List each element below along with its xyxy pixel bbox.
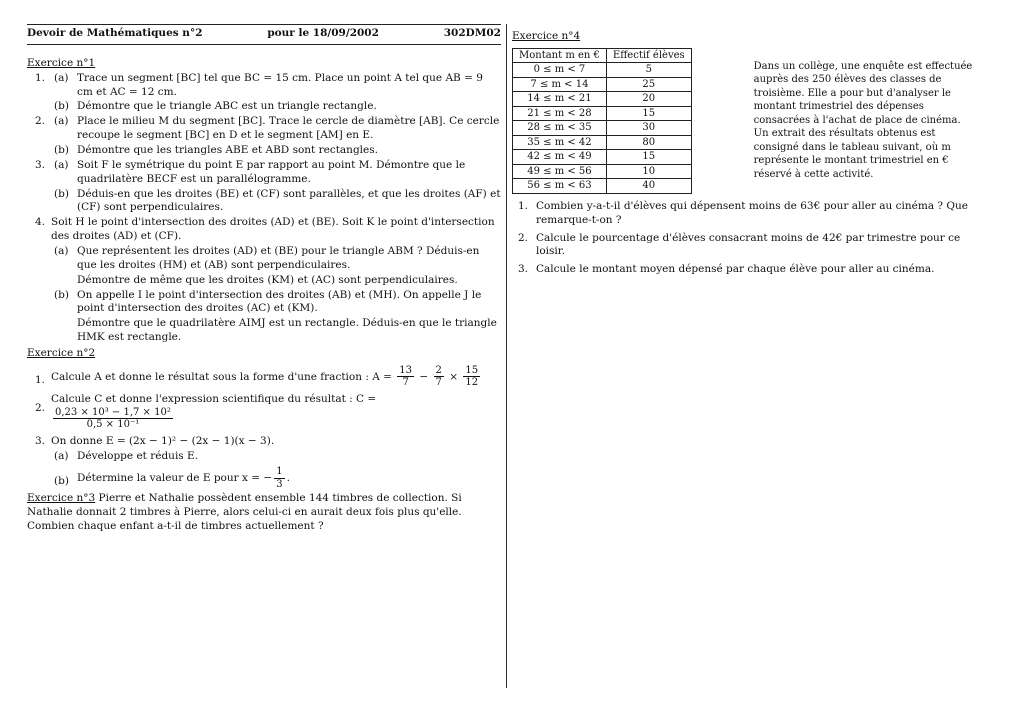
ex4-question-3: 3. Calcule le montant moyen dépensé par chaque élève pour aller au cinéma.: [518, 263, 935, 276]
table-row: [513, 77, 692, 92]
table-cell-montant: 7 ≤ m < 14: [513, 77, 607, 92]
table-cell-montant: 28 ≤ m < 35: [513, 121, 607, 136]
table-cell-montant: 21 ≤ m < 28: [513, 106, 607, 121]
due-date: pour le 18/09/2002: [267, 27, 379, 39]
ex1-q3b: (b) Déduis-en que les droites (BE) et (CF) sont parallèles, et que les droites (AF) et (CF) sont perpendiculaires.: [54, 187, 501, 214]
exercise-4-questions: [512, 200, 986, 277]
table-cell-effectif: 20: [606, 92, 691, 107]
ex2-q1: 1. Calcule A et donne le résultat sous la forme d'une fraction : A = $\frac{13}{7}$ − $\frac{2}{7}$ × $\frac{15}{12}$: [35, 364, 479, 389]
ex1-item-4: 4. Soit H le point d'intersection des droites (AD) et (BE). Soit K le point d'intersection des droites (AD) et (CF). (a) Que représentent les droites (AD) et (BE) pour le triangle ABM ? Déduis-en que les droites (HM) et (AB) sont perpendiculaires. Démontre de même que les droites (KM) et (AC) sont perpendiculaires. (b) On appelle I le point d'intersection des droites (AB) et (MH). On appelle J le point d'intersection des droites (AC) et (KM). Démontre que le quadrilatère AIMJ est un rectangle. Déduis-en que le triangle HMK est rectangle.: [27, 216, 501, 345]
ex1-q1b: (b) Démontre que le triangle ABC est un triangle rectangle.: [54, 100, 377, 113]
document-header: [27, 25, 501, 44]
ex2-q2: 2. Calcule C et donne l'expression scientifique du résultat : C = $\frac{\text{0,23 × 10³ − 1,7 × 10²}}{\text{0,5 × 10⁻¹}}$: [35, 392, 377, 431]
fraction-1-3: $\frac{1}{3}$: [276, 466, 283, 490]
ex1-q4b: (b) On appelle I le point d'intersection des droites (AB) et (MH). On appelle J le point d'intersection des droites (AC) et (KM).: [54, 288, 482, 315]
column-divider: [506, 24, 507, 688]
table-header-montant: Montant m en €: [513, 48, 607, 63]
ex1-q4b-cont: Démontre que le quadrilatère AIMJ est un rectangle. Déduis-en que le triangle HMK est rectangle.: [77, 317, 497, 344]
table-cell-montant: 0 ≤ m < 7: [513, 63, 607, 78]
table-cell-montant: 42 ≤ m < 49: [513, 150, 607, 165]
exercise-1-title: Exercice n°1: [27, 56, 96, 69]
fraction-2-7: $\frac{2}{7}$: [435, 364, 442, 389]
exercise-2-title: Exercice n°2: [27, 347, 96, 360]
ex1-q2a: (a) Place le milieu M du segment [BC]. Trace le cercle de diamètre [AB]. Ce cercle recoupe le segment [BC] en D et le segment [AM] en E.: [54, 115, 500, 142]
ex4-question-1: 1. Combien y-a-t-il d'élèves qui dépensent moins de 63€ pour aller au cinéma ? Que remarque-t-on ?: [518, 199, 968, 226]
document-code: 302DM02: [443, 27, 501, 39]
ex1-q4a: (a) Que représentent les droites (AD) et (BE) pour le triangle ABM ? Déduis-en que les droites (HM) et (AB) sont perpendiculaires.: [54, 245, 480, 271]
exercise-3: [27, 492, 501, 534]
table-cell-effectif: 5: [606, 63, 691, 78]
fraction-15-12: $\frac{15}{12}$: [465, 364, 479, 389]
table-cell-montant: 56 ≤ m < 63: [513, 179, 607, 194]
fraction-scientific: $\frac{\text{0,23 × 10³ − 1,7 × 10²}}{\text{0,5 × 10⁻¹}}$: [55, 406, 171, 431]
table-cell-effectif: 15: [606, 150, 691, 165]
left-column: [27, 24, 501, 534]
ex4-question-2: 2. Calcule le pourcentage d'élèves consacrant moins de 42€ par trimestre pour ce loisir.: [518, 231, 961, 258]
table-row: [513, 150, 692, 165]
ex1-q1a: (a) Trace un segment [BC] tel que BC = 15 cm. Place un point A tel que AB = 9 cm et AC = 12 cm.: [54, 71, 483, 98]
table-row: [513, 135, 692, 150]
table-header-effectif: Effectif élèves: [606, 48, 691, 63]
ex1-q4-intro: Soit H le point d'intersection des droites (AD) et (BE). Soit K le point d'intersection des droites (AD) et (CF).: [51, 216, 495, 243]
table-row: [513, 179, 692, 194]
ex2-q3: 3. On donne E = (2x − 1)² − (2x − 1)(x − 3). (a) Développe et réduis E. (b) Détermine la valeur de E pour x = − $\frac{1}{3}$ .: [27, 435, 501, 491]
exercise-4-body: [512, 48, 986, 194]
ex1-q2b: (b) Démontre que les triangles ABE et ABD sont rectangles.: [54, 144, 378, 157]
document-title: Devoir de Mathématiques n°2: [27, 27, 203, 39]
header-rule-bottom: [27, 44, 501, 45]
table-cell-effectif: 80: [606, 135, 691, 150]
exercise-4-title: Exercice n°4: [512, 30, 581, 42]
table-cell-effectif: 15: [606, 106, 691, 121]
ex1-item-3: 3. (a) Soit F le symétrique du point E par rapport au point M. Démontre que le quadrilatère BECF est un parallélogramme. (b) Déduis-en que les droites (BE) et (CF) sont parallèles, et que les droites (AF) et (CF) sont perpendiculaires.: [27, 159, 501, 215]
table-cell-effectif: 25: [606, 77, 691, 92]
table-cell-effectif: 30: [606, 121, 691, 136]
ex1-item-2: 2. (a) Place le milieu M du segment [BC]. Trace le cercle de diamètre [AB]. Ce cercle recoupe le segment [BC] en D et le segment [AM] en E. (b) Démontre que les triangles ABE et ABD sont rectangles.: [27, 115, 501, 158]
ex2-q3b: (b) Détermine la valeur de E pour x = − $\frac{1}{3}$ .: [54, 466, 290, 490]
table-cell-montant: 49 ≤ m < 56: [513, 164, 607, 179]
ex1-q4a-cont: Démontre de même que les droites (KM) et (AC) sont perpendiculaires.: [77, 273, 458, 286]
table-cell-montant: 35 ≤ m < 42: [513, 135, 607, 150]
ex1-q3a: (a) Soit F le symétrique du point E par rapport au point M. Démontre que le quadrilatère BECF est un parallélogramme.: [54, 158, 466, 185]
exercise-3-title: Exercice n°3: [27, 492, 96, 505]
table-row: [513, 164, 692, 179]
table-row: [513, 63, 692, 78]
table-row: [513, 92, 692, 107]
table-row: [513, 121, 692, 136]
spending-table: [512, 48, 692, 194]
table-cell-effectif: 40: [606, 179, 691, 194]
table-cell-montant: 14 ≤ m < 21: [513, 92, 607, 107]
exercise-4-description: [754, 60, 976, 182]
description-paragraph-2: Un extrait des résultats obtenus est consigné dans le tableau suivant, où m représente le montant trimestriel en € réservé à cette activité.: [753, 128, 951, 180]
exercise-3-text: Pierre et Nathalie possèdent ensemble 144 timbres de collection. Si Nathalie donnait 2 timbres à Pierre, alors celui-ci en aurait deux fois plus qu'elle. Combien chaque enfant a-t-il de timbres actuellement ?: [27, 492, 462, 533]
right-column: [512, 30, 986, 281]
description-paragraph-1: Dans un collège, une enquête est effectuée auprès des 250 élèves des classes de troisième. Elle a pour but d'analyser le montant trimestriel des dépenses consacrées à l'achat de place de cinéma.: [753, 60, 973, 126]
ex1-item-1: 1. (a) Trace un segment [BC] tel que BC = 15 cm. Place un point A tel que AB = 9 cm et AC = 12 cm. (b) Démontre que le triangle ABC est un triangle rectangle.: [27, 72, 501, 115]
table-header-row: [513, 48, 692, 63]
table-row: [513, 106, 692, 121]
ex2-q3a: (a) Développe et réduis E.: [54, 449, 199, 462]
table-cell-effectif: 10: [606, 164, 691, 179]
fraction-13-7: $\frac{13}{7}$: [399, 364, 412, 389]
